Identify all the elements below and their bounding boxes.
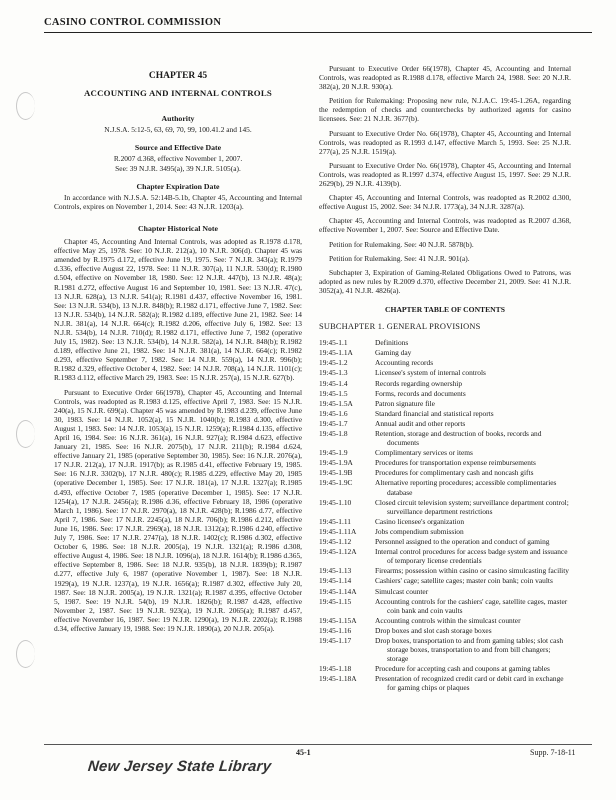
toc-section-title: Patron signature file [375, 398, 435, 408]
toc-section-number: 19:45-1.8 [319, 429, 348, 438]
toc-entry [319, 358, 571, 367]
toc-section-title: Gaming day [375, 348, 412, 358]
toc-section-title: Definitions [375, 338, 409, 348]
toc-entry [319, 674, 571, 692]
toc-section-number: 19:45-1.4 [319, 378, 348, 388]
toc-heading: CHAPTER TABLE OF CONTENTS [385, 304, 505, 314]
note-paragraph: Pursuant to Executive Order No. 66(1978), Chapter 45, Accounting and Internal Controls, was readopted as R.1997 d.374, effective August 15, 1997. See: 29 N.J.R. 2629(b), 29 N.J.R. 4139(b). [319, 160, 571, 189]
toc-section-number: 19:45-1.9B [319, 468, 353, 478]
toc-entry [319, 409, 571, 418]
toc-section-number: 19:45-1.12 [319, 537, 352, 547]
toc-entry [319, 517, 571, 526]
toc-section-title: Accounting records [375, 358, 434, 368]
toc-section-number: 19:45-1.18 [319, 664, 352, 674]
history-heading: Chapter Historical Note [138, 223, 218, 233]
toc-section-title: Presentation of recognized credit card or debit card in exchange for gaming chips or plaques [375, 674, 564, 693]
toc-section-number: 19:45-1.1 [319, 338, 348, 348]
expiration-text: In accordance with N.J.S.A. 52:14B-5.1b, Chapter 45, Accounting and Internal Controls, expires on November 1, 2014. See: 43 N.J.R. 1203(a). [54, 192, 302, 211]
toc-entry [319, 368, 571, 377]
toc-entry [319, 389, 571, 398]
toc-entry [319, 419, 571, 428]
toc-entry [319, 527, 571, 536]
toc-entry [319, 429, 571, 447]
toc-section-title: Jobs compendium submission [375, 526, 464, 536]
authority-heading: Authority [161, 114, 195, 124]
toc-entry [319, 458, 571, 467]
toc-section-title: Standard financial and statistical reports [375, 408, 494, 418]
note-paragraph: Petition for Rulemaking. See: 40 N.J.R. 5878(b). [329, 239, 474, 249]
supplement-date: Supp. 7-18-11 [530, 748, 576, 757]
toc-section-title: Accounting controls for the cashiers' cage, satellite cages, master coin bank and coin vaults [375, 596, 568, 615]
toc-section-title: Procedures for transportation expense reimbursements [375, 458, 536, 468]
toc-section-number: 19:45-1.14 [319, 576, 352, 586]
toc-entry [319, 626, 571, 635]
punch-hole-mark [16, 92, 35, 120]
toc-entry [319, 478, 571, 496]
note-paragraph: Chapter 45, Accounting and Internal Controls, was readopted as R.2007 d.368, effective November 1, 2007. See: Source and Effective Date. [319, 216, 571, 235]
toc-section-title: Annual audit and other reports [375, 418, 466, 428]
toc-entry [319, 348, 571, 357]
note-paragraph: Subchapter 3, Expiration of Gaming-Related Obligations Owed to Patrons, was adopted as new rules by R.2009 d.370, effective December 21, 2009. See: 41 N.J.R. 3052(a), 41 N.J.R. 4826(a). [319, 267, 571, 295]
toc-section-title: Closed circuit television system; surveillance department control; surveillance department restrictions [375, 497, 569, 516]
toc-entry [319, 547, 571, 565]
toc-list [319, 338, 571, 692]
toc-section-number: 19:45-1.13 [319, 566, 352, 576]
toc-section-title: Complimentary services or items [375, 448, 473, 458]
toc-section-title: Cashiers' cage; satellite cages; master coin bank; coin vaults [375, 576, 553, 586]
toc-entry [319, 636, 571, 663]
source-heading: Source and Effective Date [134, 143, 222, 153]
note-paragraph: Pursuant to Executive Order No. 66(1978), Chapter 45, Accounting and Internal Controls, was readopted as R.1993 d.147, effective March 5, 1993. See: 25 N.J.R. 277(a), 25 N.J.R. 1519(a). [319, 128, 571, 156]
toc-section-title: Licensee's system of internal controls [375, 368, 486, 378]
toc-section-number: 19:45-1.2 [319, 358, 348, 368]
toc-entry [319, 616, 571, 625]
source-line: See: 39 N.J.R. 3495(a), 39 N.J.R. 5105(a). [115, 163, 241, 173]
toc-section-number: 19:45-1.16 [319, 625, 352, 635]
toc-section-number: 19:45-1.11A [319, 526, 357, 536]
library-stamp: New Jersey State Library [87, 758, 273, 775]
note-paragraph: Petition for Rulemaking: Proposing new rule, N.J.A.C. 19:45-1.26A, regarding the redemption of checks and counterchecks by authorized agents for casino licensees. See: 21 N.J.R. 3677(b). [319, 96, 571, 124]
right-column [319, 64, 571, 694]
toc-section-title: Alternative reporting procedures; accessible complimentaries database [375, 478, 557, 497]
punch-hole-mark [16, 420, 35, 448]
toc-section-number: 19:45-1.5A [319, 398, 353, 408]
toc-section-number: 19:45-1.11 [319, 516, 351, 526]
toc-section-title: Accounting controls within the simulcast counter [375, 615, 521, 625]
toc-section-title: Simulcast counter [375, 586, 429, 596]
toc-section-title: Firearms; possession within casino or casino simulcasting facility [375, 566, 569, 576]
toc-entry [319, 537, 571, 546]
toc-entry [319, 468, 571, 477]
toc-section-title: Records regarding ownership [375, 378, 463, 388]
toc-section-title: Casino licensee's organization [375, 516, 465, 526]
toc-entry [319, 587, 571, 596]
toc-section-title: Procedures for complimentary cash and noncash gifts [375, 468, 534, 478]
toc-entry [319, 664, 571, 673]
toc-section-number: 19:45-1.7 [319, 418, 348, 428]
history-paragraph: Chapter 45, Accounting And Internal Controls, was adopted as R.1978 d.178, effective May 25, 1978. See: 10 N.J.R. 212(a), 10 N.J.R. 306(d). Chapter 45 was amended by R.1975 d.172, effective June 19, 1975. See: 7 N.J.R. 343(a); R.1979 d.336, effective August 22, 1978. See: 11 N.J.R. 307(a), 11 N.J.R. 530(d); R.1980 d.504, effective on November 18, 1980. See: 12 N.J.R. 447(b), 13 N.J.R. 48(a); R.1981 d.272, effective August 16 and September 10, 1981. See: 13 N.J.R. 47(c), 13 N.J.R. 628(a), 13 N.J.R. 541(a); R.1981 d.437, effective November 16, 1981. See: 13 N.J.R. 534(b), 13 N.J.R. 848(b); R.1982 d.171, effective June 7, 1982. See: 13 N.J.R. 534(b), 14 N.J.R. 582(a); R.1982 d.189, effective June 21, 1982. See: 14 N.J.R. 381(a), 14 N.J.R. 664(c); R.1982 d.206, effective July 6, 1982. See: 13 N.J.R. 534(b), 14 N.J.R. 710(d); R.1982 d.171, effective June 7, 1982 (operative July 15, 1982). See: 13 N.J.R. 534(b), 14 N.J.R. 582(a), 14 N.J.R. 848(b); R.1982 d.189, effective June 21, 1982. See: 14 N.J.R. 381(a), 14 N.J.R. 664(c); R.1982 d.293, effective September 7, 1982. See: 14 N.J.R. 559(a), 14 N.J.R. 996(b); R.1982 d.329, effective October 4, 1982. See: 14 N.J.R. 708(a), 14 N.J.R. 1101(c); R.1983 d.112, effective March 29, 1983. See: 15 N.J.R. 257(a), 15 N.J.R. 627(b). [54, 237, 302, 383]
toc-entry [319, 448, 571, 457]
running-header [44, 14, 592, 33]
punch-hole-mark [16, 640, 35, 668]
toc-section-number: 19:45-1.5 [319, 388, 348, 398]
note-paragraph: Chapter 45, Accounting and Internal Controls, was readopted as R.2002 d.300, effective August 15, 2002. See: 34 N.J.R. 1773(a), 34 N.J.R. 3287(a). [319, 193, 571, 212]
toc-section-number: 19:45-1.1A [319, 348, 353, 358]
toc-section-number: 19:45-1.15A [319, 615, 357, 625]
subchapter-heading: SUBCHAPTER 1. GENERAL PROVISIONS [319, 322, 481, 332]
chapter-title: ACCOUNTING AND INTERNAL CONTROLS [84, 88, 272, 99]
note-paragraph: Petition for Rulemaking. See: 41 N.J.R. 901(a). [329, 253, 470, 263]
header-title: CASINO CONTROL COMMISSION [44, 17, 222, 28]
toc-section-title: Procedure for accepting cash and coupons at gaming tables [375, 664, 550, 674]
toc-entry [319, 379, 571, 388]
authority-text: N.J.S.A. 5:12-5, 63, 69, 70, 99, 100.41.2 and 145. [104, 125, 252, 135]
toc-section-title: Forms, records and documents [375, 388, 466, 398]
page-number: 45-1 [296, 748, 311, 757]
toc-section-number: 19:45-1.9 [319, 448, 348, 458]
chapter-number: CHAPTER 45 [148, 71, 208, 81]
toc-section-title: Personnel assigned to the operation and conduct of gaming [375, 537, 550, 547]
toc-entry [319, 399, 571, 408]
toc-section-number: 19:45-1.10 [319, 497, 352, 507]
toc-section-title: Retention, storage and destruction of books, records and documents [375, 429, 542, 448]
expiration-heading: Chapter Expiration Date [136, 181, 220, 191]
footer-rule [44, 744, 592, 745]
toc-entry [319, 566, 571, 575]
note-paragraph: Pursuant to Executive Order 66(1978), Chapter 45, Accounting and Internal Controls, was readopted as R.1988 d.178, effective March 24, 1988. See: 20 N.J.R. 382(a), 20 N.J.R. 930(a). [319, 64, 571, 92]
toc-section-number: 19:45-1.6 [319, 408, 348, 418]
toc-section-number: 19:45-1.9C [319, 478, 353, 488]
toc-section-number: 19:45-1.12A [319, 547, 357, 557]
toc-section-number: 19:45-1.3 [319, 368, 348, 378]
toc-entry [319, 498, 571, 516]
toc-section-number: 19:45-1.18A [319, 674, 357, 684]
toc-section-title: Internal control procedures for access badge system and issuance of temporary license credentials [375, 547, 568, 566]
toc-section-title: Drop boxes and slot cash storage boxes [375, 625, 492, 635]
toc-entry [319, 597, 571, 615]
history-paragraph: Pursuant to Executive Order 66(1978), Chapter 45, Accounting and Internal Controls, was readopted as R.1983 d.125, effective April 7, 1983. See: 15 N.J.R. 240(a), 15 N.J.R. 699(a). Chapter 45 was amended by R.1983 d.239, effective June 30, 1983. See: 14 N.J.R. 1052(a), 15 N.J.R. 1040(b); R.1983 d.300, effective August 1, 1983. See: 14 N.J.R. 1053(a), 15 N.J.R. 1259(a); R.1984 d.135, effective April 16, 1984. See: 16 N.J.R. 361(a), 16 N.J.R. 927(a); R.1984 d.623, effective January 21, 1985. See: 16 N.J.R. 2075(b), 17 N.J.R. 211(b); R.1984 d.624, effective January 21, 1985 (operative September 30, 1985). See: 16 N.J.R. 2076(a), 17 N.J.R. 212(a), 17 N.J.R. 1917(b); as R.1985 d.41, effective February 19, 1985. See: 16 N.J.R. 3302(b), 17 N.J.R. 480(c); R.1985 d.229, effective May 20, 1985 (operative December 1, 1985). See: 17 N.J.R. 181(a), 17 N.J.R. 1327(a); R.1985 d.493, effective October 7, 1985 (operative December 1, 1985). See: 17 N.J.R. 1254(a), 17 N.J.R. 2456(a); R.1986 d.36, effective February 18, 1986 (operative March 1, 1986). See: 17 N.J.R. 2970(a), 18 N.J.R. 428(b); R.1986 d.77, effective April 7, 1986. See: 17 N.J.R. 2245(a), 18 N.J.R. 706(b); R.1986 d.212, effective June 16, 1986. See: 17 N.J.R. 2969(a), 18 N.J.R. 1312(a); R.1986 d.240, effective July 7, 1986. See: 17 N.J.R. 2747(a), 18 N.J.R. 1402(c); R.1986 d.302, effective October 6, 1986. See: 18 N.J.R. 2005(a), 19 N.J.R. 1321(a); R.1986 d.308, effective August 4, 1986. See: 18 N.J.R. 1096(a), 18 N.J.R. 1614(b); R.1986 d.365, effective September 8, 1986. See: 18 N.J.R. 935(b), 18 N.J.R. 1839(b); R.1987 d.277, effective July 6, 1987 (operative November 1, 1987). See: 18 N.J.R. 1929(a), 19 N.J.R. 1237(a), 19 N.J.R. 1656(a); R.1987 d.302, effective July 20, 1987. See: 18 N.J.R. 2005(a), 19 N.J.R. 1321(a); R.1987 d.395, effective October 5, 1987. See: 19 N.J.R. 54(b), 19 N.J.R. 1826(b); R.1987 d.428, effective November 2, 1987. See: 19 N.J.R. 923(a), 19 N.J.R. 2065(a); R.1987 d.457, effective November 16, 1987. See: 19 N.J.R. 1290(a), 19 N.J.R. 2202(a); R.1988 d.34, effective January 19, 1988. See: 19 N.J.R. 1890(a), 20 N.J.R. 205(a). [54, 387, 302, 633]
toc-section-title: Drop boxes, transportation to and from gaming tables; slot cash storage boxes, transportation to and from bill changers; storage [375, 635, 564, 664]
toc-section-number: 19:45-1.9A [319, 458, 353, 468]
toc-entry [319, 576, 571, 585]
source-line: R.2007 d.368, effective November 1, 2007. [113, 154, 243, 164]
toc-section-number: 19:45-1.14A [319, 586, 357, 596]
left-column [54, 64, 302, 638]
toc-section-number: 19:45-1.17 [319, 635, 352, 645]
toc-section-number: 19:45-1.15 [319, 596, 352, 606]
toc-entry [319, 338, 571, 347]
